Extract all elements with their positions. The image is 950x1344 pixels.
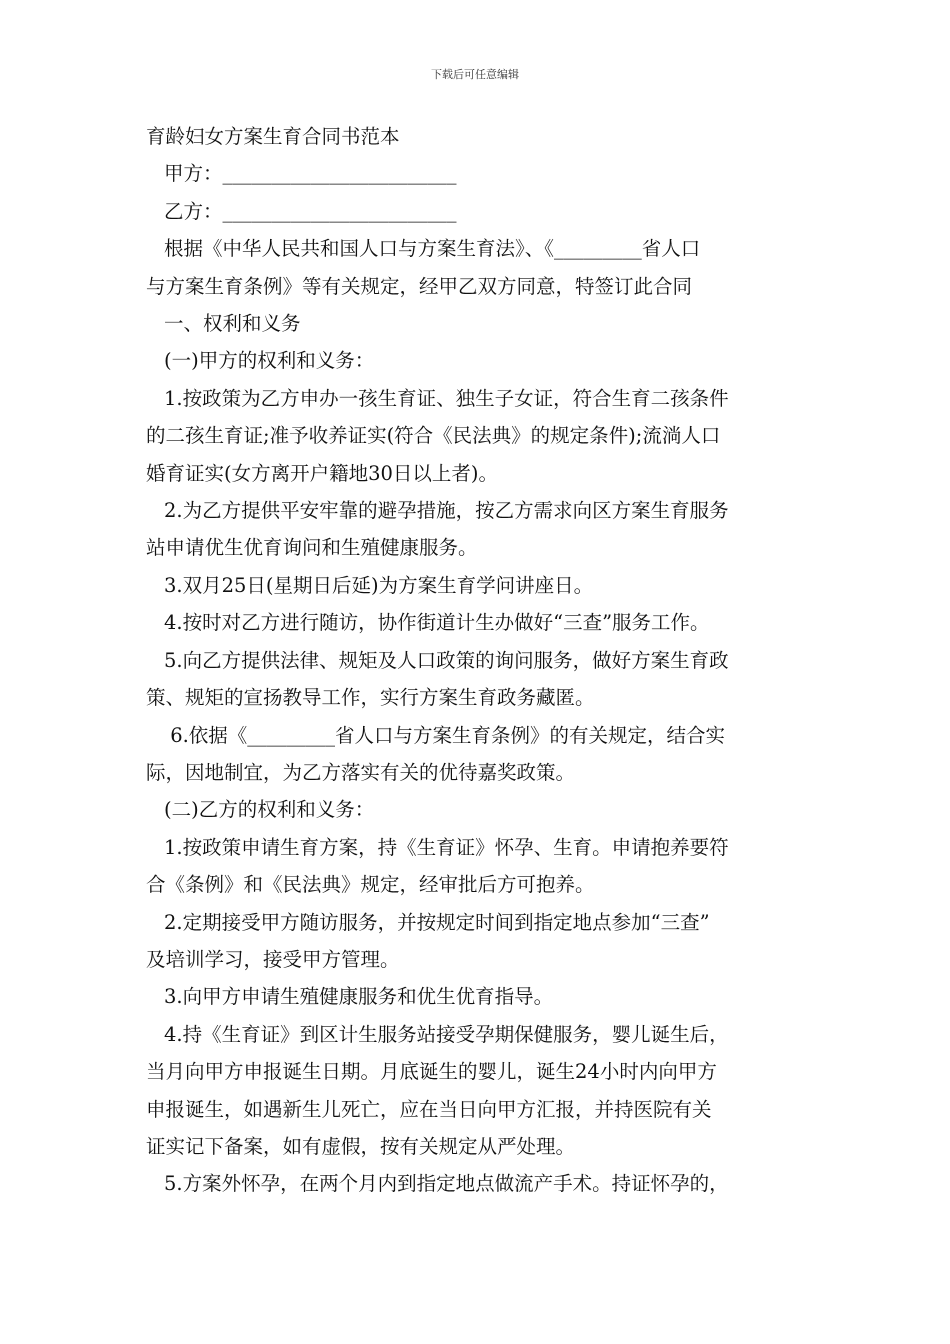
document-line: 乙方：________________________ [164,199,457,223]
document-line: 当月向甲方申报诞生日期。月底诞生的婴儿，诞生24小时内向甲方 [146,1060,717,1084]
document-line: 一、权利和义务 [164,312,301,336]
document-line: 5.方案外怀孕，在两个月内到指定地点做流产手术。持证怀孕的， [164,1172,729,1196]
document-line: 4.按时对乙方进行随访，协作街道计生办做好“三查”服务工作。 [164,611,710,635]
document-line: 与方案生育条例》等有关规定，经甲乙双方同意，特签订此合同 [146,274,693,298]
document-line: 5.向乙方提供法律、规矩及人口政策的询问服务，做好方案生育政 [164,648,729,672]
document-line: 2.定期接受甲方随访服务，并按规定时间到指定地点参加“三查” [164,910,710,934]
document-title: 育龄妇女方案生育合同书范本 [146,125,400,148]
document-line: (一)甲方的权利和义务： [164,349,375,373]
document-line: 6.依据《_________省人口与方案生育条例》的有关规定，结合实 [164,723,726,747]
document-line: 的二孩生育证;准予收养证实(符合《民法典》的规定条件);流淌人口 [146,424,721,448]
document-line: 际，因地制宜，为乙方落实有关的优待嘉奖政策。 [146,760,576,784]
document-line: 根据《中华人民共和国人口与方案生育法》、《_________省人口 [164,237,701,261]
document-line: 策、规矩的宣扬教导工作，实行方案生育政务藏匿。 [146,686,595,710]
document-line: 2.为乙方提供平安牢靠的避孕措施，按乙方需求向区方案生育服务 [164,499,729,523]
document-line: 婚育证实(女方离开户籍地30日以上者)。 [146,461,499,485]
document-line: 1.按政策申请生育方案，持《生育证》怀孕、生育。申请抱养要符 [164,835,729,859]
document-line: (二)乙方的权利和义务： [164,798,375,822]
document-line: 4.持《生育证》到区计生服务站接受孕期保健服务，婴儿诞生后， [164,1022,729,1046]
document-line: 站申请优生优育询问和生殖健康服务。 [146,536,478,560]
page-header: 下载后可任意编辑 [431,68,519,81]
document-line: 3.向甲方申请生殖健康服务和优生优育指导。 [164,985,554,1009]
document-line: 甲方：________________________ [164,162,457,186]
document-line: 及培训学习，接受甲方管理。 [146,947,400,971]
document-line: 3.双月25日(星期日后延)为方案生育学问讲座日。 [164,573,594,597]
document-line: 证实记下备案，如有虚假，按有关规定从严处理。 [146,1134,576,1158]
document-body [146,118,808,1203]
document-line: 1.按政策为乙方申办一孩生育证、独生子女证，符合生育二孩条件 [164,386,729,410]
document-line: 合《条例》和《民法典》规定，经审批后方可抱养。 [146,873,595,897]
document-line: 申报诞生，如遇新生儿死亡，应在当日向甲方汇报，并持医院有关 [146,1097,712,1121]
